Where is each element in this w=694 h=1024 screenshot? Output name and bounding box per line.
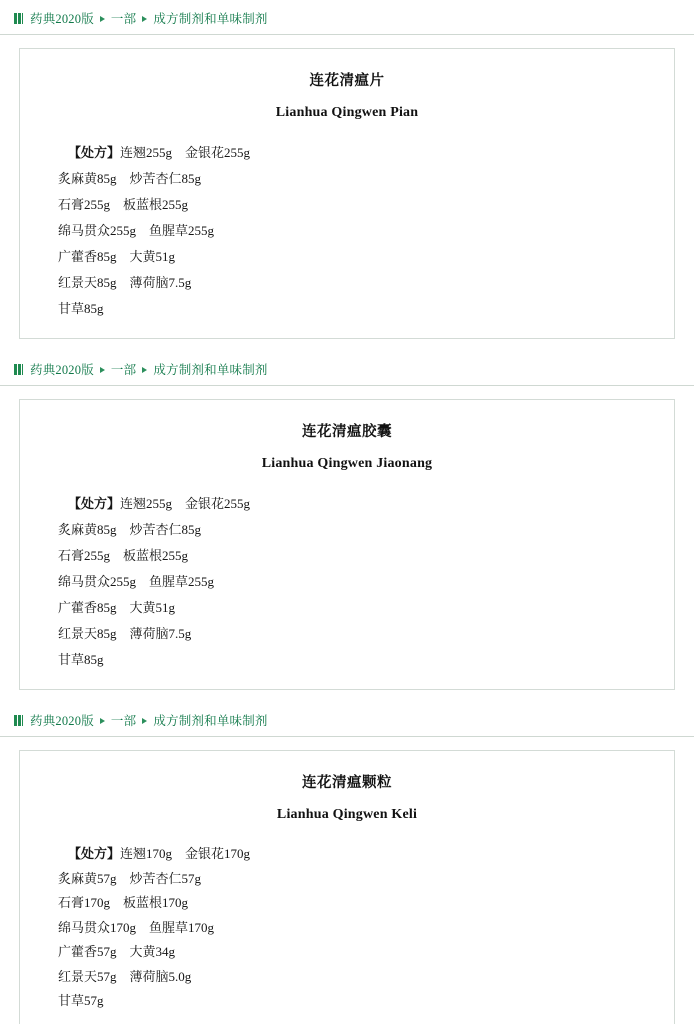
- ingredient-line: 绵马贯众255g 鱼腥草255g: [58, 223, 215, 238]
- breadcrumb-item-0[interactable]: 药典2020版: [30, 12, 94, 26]
- book-mark-icon: [14, 715, 23, 726]
- ingredient-line: 绵马贯众255g 鱼腥草255g: [58, 574, 215, 589]
- breadcrumb: [0, 0, 694, 35]
- ingredient-line: 红景天85g 薄荷脑7.5g: [58, 626, 192, 641]
- ingredient-line: 广藿香85g 大黄51g: [58, 600, 176, 615]
- monograph-card: [19, 48, 675, 339]
- ingredient-line: 广藿香57g 大黄34g: [58, 944, 176, 959]
- prescription-label: 【处方】: [68, 145, 121, 160]
- page-subtitle-pinyin: Lianhua Qingwen Jiaonang: [261, 456, 433, 471]
- breadcrumb-item-2[interactable]: 成方制剂和单味制剂: [153, 363, 268, 377]
- breadcrumb-item-0[interactable]: 药典2020版: [30, 714, 94, 728]
- ingredient-line: 甘草85g: [58, 652, 104, 667]
- monograph-card: [19, 399, 675, 690]
- chevron-right-icon: [100, 367, 105, 373]
- breadcrumb-item-1[interactable]: 一部: [110, 714, 137, 728]
- book-mark-icon: [14, 364, 23, 375]
- chevron-right-icon: [100, 16, 105, 22]
- prescription-body: [20, 491, 674, 673]
- breadcrumb: [0, 351, 694, 386]
- ingredient-line: 炙麻黄85g 炒苦杏仁85g: [58, 171, 202, 186]
- breadcrumb: [0, 702, 694, 737]
- ingredient-line: 绵马贯众170g 鱼腥草170g: [58, 919, 215, 935]
- page-title: 连花清瘟胶囊: [302, 424, 392, 440]
- book-mark-icon: [14, 13, 23, 24]
- chevron-right-icon: [100, 718, 105, 724]
- ingredient-line: 石膏255g 板蓝根255g: [58, 548, 189, 563]
- ingredient-line: 炙麻黄57g 炒苦杏仁57g: [58, 870, 202, 886]
- ingredient-line: 炙麻黄85g 炒苦杏仁85g: [58, 522, 202, 537]
- ingredient-line: 连翘170g 金银花170g: [120, 846, 251, 861]
- chevron-right-icon: [142, 367, 147, 373]
- breadcrumb-item-1[interactable]: 一部: [110, 363, 137, 377]
- prescription-body: [20, 140, 674, 322]
- prescription-first-line: [58, 491, 646, 517]
- breadcrumb-item-0[interactable]: 药典2020版: [30, 363, 94, 377]
- prescription-label: 【处方】: [68, 846, 121, 861]
- page-subtitle-pinyin: Lianhua Qingwen Pian: [275, 105, 419, 120]
- ingredient-line: 红景天85g 薄荷脑7.5g: [58, 275, 192, 290]
- breadcrumb-item-2[interactable]: 成方制剂和单味制剂: [153, 12, 268, 26]
- page-title: 连花清瘟颗粒: [302, 775, 392, 791]
- page-subtitle-pinyin: Lianhua Qingwen Keli: [276, 807, 418, 822]
- card-bottom-spacer: [20, 1014, 674, 1024]
- prescription-first-line: [58, 842, 646, 867]
- ingredient-line: 红景天57g 薄荷脑5.0g: [58, 968, 192, 984]
- monograph-card: [19, 750, 675, 1024]
- breadcrumb-item-1[interactable]: 一部: [110, 12, 137, 26]
- ingredient-line: 石膏170g 板蓝根170g: [58, 895, 189, 910]
- page-title: 连花清瘟片: [309, 73, 385, 89]
- ingredient-line: 石膏255g 板蓝根255g: [58, 197, 189, 212]
- prescription-label: 【处方】: [68, 496, 121, 511]
- breadcrumb-item-2[interactable]: 成方制剂和单味制剂: [153, 714, 268, 728]
- chevron-right-icon: [142, 718, 147, 724]
- prescription-body: [20, 842, 674, 1014]
- chevron-right-icon: [142, 16, 147, 22]
- ingredient-line: 连翘255g 金银花255g: [120, 496, 251, 511]
- ingredient-line: 甘草57g: [58, 993, 104, 1008]
- ingredient-line: 广藿香85g 大黄51g: [58, 249, 176, 264]
- prescription-first-line: [58, 140, 646, 166]
- ingredient-line: 连翘255g 金银花255g: [120, 145, 251, 160]
- ingredient-line: 甘草85g: [58, 301, 104, 316]
